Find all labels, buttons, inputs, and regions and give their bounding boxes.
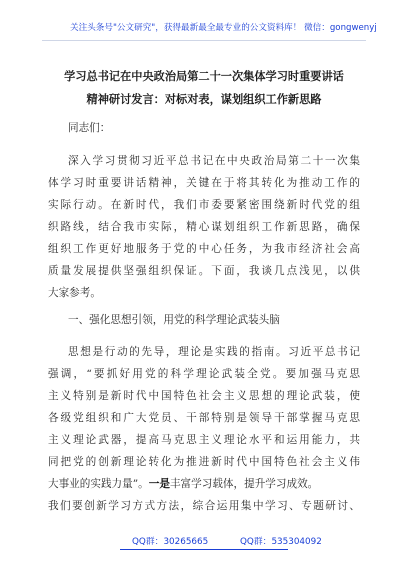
paragraph-line: 体学习时重要讲话精神，关键在于将其转化为推动工作的 (48, 177, 360, 189)
header-banner: 关注头条号"公文研究"，获得最新最全最专业的公文资料库！ 微信：gongwenyj (70, 23, 377, 33)
document-title-line-1: 学习总书记在中央政治局第二十一次集体学习时重要讲话 (64, 69, 344, 83)
paragraph-line: 大家参考。 (48, 287, 101, 299)
paragraph-line: 各级党组织和广大党员、干部特别是领导干部掌握马克思 (48, 412, 360, 424)
paragraph-line: 同把党的创新理论转化为推进新时代中国特色社会主义伟 (48, 456, 360, 468)
footer (0, 534, 408, 548)
paragraph-line: 组织工作更好地服务于党的中心任务，为我市经济社会高 (48, 243, 360, 255)
emphasis-text: 一是 (148, 478, 170, 490)
section-heading: 一、强化思想引领，用党的科学理论武装头脑 (68, 314, 280, 326)
footer-divider (120, 549, 288, 550)
paragraph-line: 实际行动。在新时代，我们市委要紧密围绕新时代党的组 (48, 199, 360, 211)
paragraph-line: 我们要创新学习方式方法，综合运用集中学习、专题研讨、 (48, 500, 360, 512)
paragraph-line (48, 478, 360, 491)
paragraph-line: 主义理论武器，提高马克思主义理论水平和运用能力，共 (48, 434, 360, 446)
salutation: 同志们： (68, 122, 111, 134)
paragraph-line: 思想是行动的先导，理论是实践的指南。习近平总书记 (68, 346, 360, 358)
document-title-line-2: 精神研讨发言：对标对表，谋划组织工作新思路 (86, 92, 322, 106)
paragraph-text: 丰富学习载体，提升学习成效。 (169, 478, 319, 490)
footer-qq-group-1: QQ群：30265665 (132, 537, 209, 547)
paragraph-text: 大事业的实践力量”。 (48, 478, 149, 490)
paragraph-line: 质量发展提供坚强组织保证。下面，我谈几点浅见，以供 (48, 265, 360, 277)
paragraph-line: 织路线，结合我市实际，精心谋划组织工作新思路，确保 (48, 221, 360, 233)
header-divider (42, 40, 366, 41)
paragraph-line: 深入学习贯彻习近平总书记在中央政治局第二十一次集 (68, 155, 360, 167)
paragraph-line: 主义特别是新时代中国特色社会主义思想的理论武装，使 (48, 390, 360, 402)
footer-qq-group-2: QQ群：535304092 (240, 537, 322, 547)
paragraph-line: 强调，“要抓好用党的科学理论武装全党。要加强马克思 (48, 368, 360, 380)
